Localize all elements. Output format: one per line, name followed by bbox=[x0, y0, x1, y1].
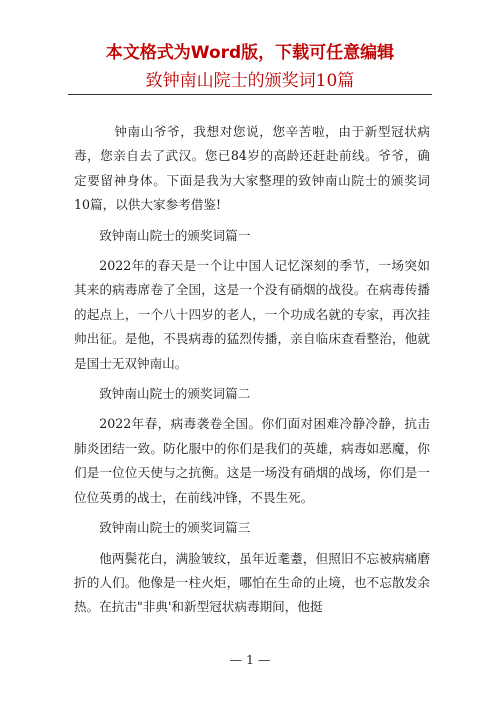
section-heading-1: 致钟南山院士的颁奖词篇一 bbox=[99, 227, 251, 243]
document-body bbox=[74, 120, 430, 626]
page-number: — 1 — bbox=[229, 652, 271, 667]
section-heading-3: 致钟南山院士的颁奖词篇三 bbox=[99, 520, 251, 536]
word-format-banner: 本文格式为Word版，下载可任意编辑 bbox=[105, 43, 395, 63]
section-paragraph-3: 他两鬓花白，满脸皱纹，虽年近耄耋，但照旧不忘被病痛磨折的人们。他像是一柱火炬，哪怕在生命的止境，也不忘散发余热。在抗击"非典'和新型冠状病毒期间，他挺 bbox=[74, 550, 430, 615]
title-divider bbox=[68, 94, 432, 95]
section-heading-2: 致钟南山院士的颁奖词篇二 bbox=[99, 386, 251, 402]
section-paragraph-1: 2022年的春天是一个让中国人记忆深刻的季节，一场突如其来的病毒席卷了全国，这是一个没有硝烟的战役。在病毒传播的起点上，一个八十四岁的老人，一个功成名就的专家，再次挂帅出征。是他，不畏病毒的猛烈传播，亲自临床查看整治，他就是国士无双钟南山。 bbox=[74, 258, 430, 371]
intro-paragraph: 钟南山爷爷，我想对您说，您辛苦啦，由于新型冠状病毒，您亲自去了武汉。您已84岁的高龄还赶赴前线。爷爷，确定要留神身体。下面是我为大家整理的致钟南山院士的颁奖词10篇，以供大家参考借鉴! bbox=[74, 124, 430, 213]
document-title: 致钟南山院士的颁奖词10篇 bbox=[145, 71, 355, 91]
section-paragraph-2: 2022年春，病毒袭卷全国。你们面对困难冷静冷静，抗击肺炎团结一致。防化服中的你们是我们的英雄，病毒如恶魔，你们是一位位天使与之抗衡。这是一场没有硝烟的战场，你们是一位位英勇的战士，在前线冲锋，不畏生死。 bbox=[74, 416, 430, 505]
